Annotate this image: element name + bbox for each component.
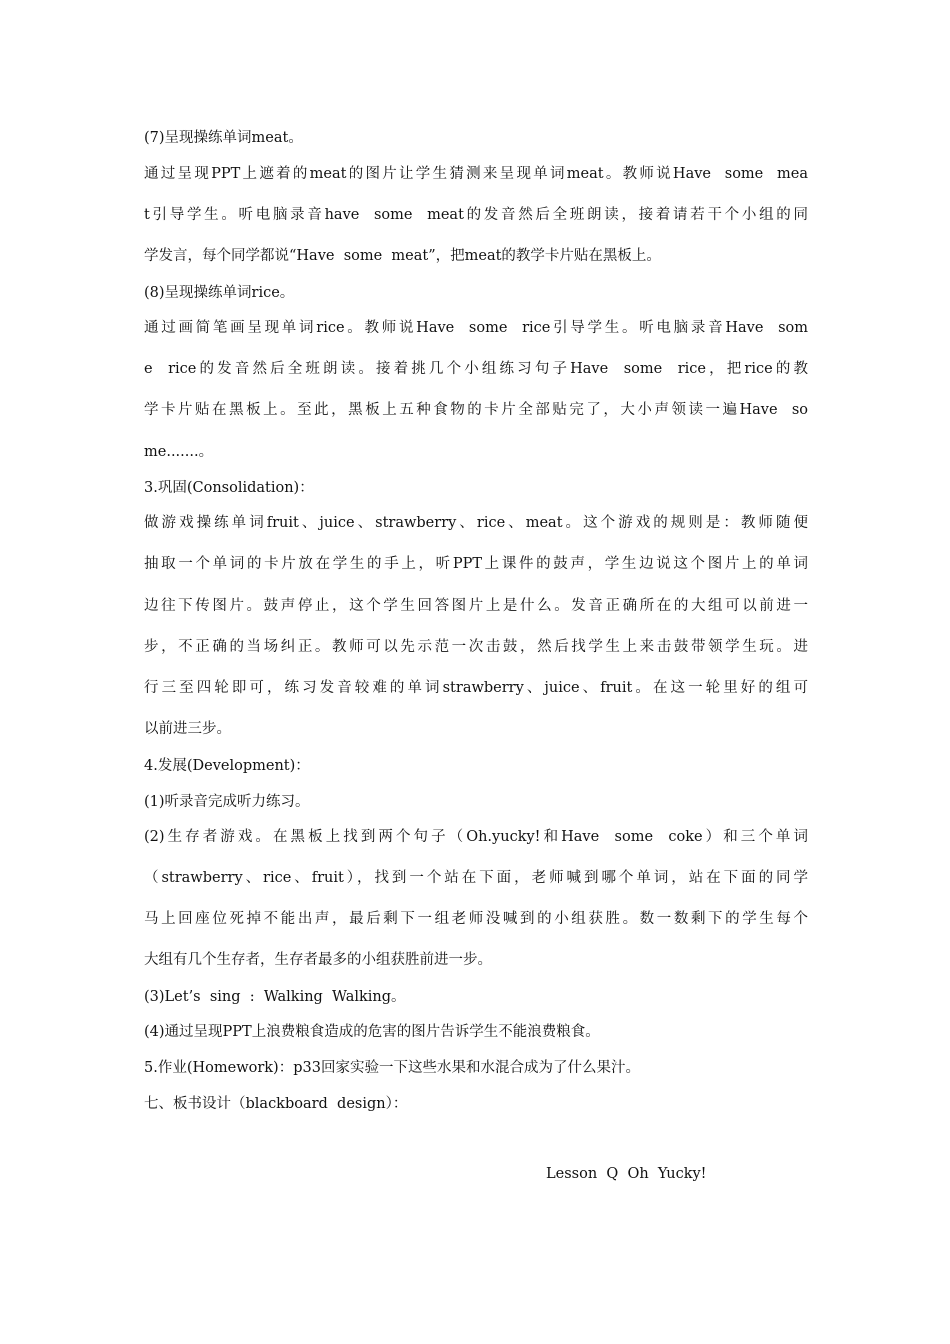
text-line: 通过呈现PPT上遮着的meat的图片让学生猜测来呈现单词meat。教师说Have some mea [144,166,808,182]
text-line: (3)Let’s sing : Walking Walking。 [144,989,406,1005]
text-line: 边往下传图片。鼓声停止，这个学生回答图片上是什么。发音正确所在的大组可以前进一 [144,598,808,614]
text-line: (1)听录音完成听力练习。 [144,794,310,810]
board-title: Lesson Q Oh Yucky! [546,1166,707,1182]
text-line: 通过画简笔画呈现单词rice。教师说Have some rice引导学生。听电脑录音Have som [144,320,808,336]
section-heading: 七、板书设计（blackboard design）： [144,1096,408,1112]
text-line: me.......。 [144,444,214,460]
text-line: 学发言，每个同学都说“Have some meat”，把meat的教学卡片贴在黑板上。 [144,248,661,264]
text-line: 步，不正确的当场纠正。教师可以先示范一次击鼓，然后找学生上来击鼓带领学生玩。进 [144,639,808,655]
text-line: 抽取一个单词的卡片放在学生的手上，听PPT上课件的鼓声，学生边说这个图片上的单词 [144,556,808,572]
text-line: e rice的发音然后全班朗读。接着挑几个小组练习句子Have some rice，把rice的教 [144,361,808,377]
text-line: (4)通过呈现PPT上浪费粮食造成的危害的图片告诉学生不能浪费粮食。 [144,1024,600,1040]
text-line: (2)生存者游戏。在黑板上找到两个句子（Oh.yucky!和Have some coke）和三个单词 [144,829,808,845]
text-line: 以前进三步。 [144,721,231,737]
section-heading: 4.发展(Development)： [144,758,310,774]
text-line: 大组有几个生存者，生存者最多的小组获胜前进一步。 [144,952,492,968]
text-line: t引导学生。听电脑录音have some meat的发音然后全班朗读，接着请若干个小组的同 [144,207,808,223]
text-line: 马上回座位死掉不能出声，最后剩下一组老师没喊到的小组获胜。数一数剩下的学生每个 [144,911,808,927]
text-line: (8)呈现操练单词rice。 [144,285,295,301]
section-heading: 3.巩固(Consolidation)： [144,480,314,496]
text-line: (7)呈现操练单词meat。 [144,130,303,146]
section-heading: 5.作业(Homework)：p33回家实验一下这些水果和水混合成为了什么果汁。 [144,1060,640,1076]
text-line: 做游戏操练单词fruit、juice、strawberry、rice、meat。这个游戏的规则是：教师随便 [144,515,808,531]
text-line: 行三至四轮即可，练习发音较难的单词strawberry、juice、fruit。在这一轮里好的组可 [144,680,808,696]
text-line: 学卡片贴在黑板上。至此，黑板上五种食物的卡片全部贴完了，大小声领读一遍Have so [144,402,808,418]
text-line: （strawberry、rice、fruit），找到一个站在下面，老师喊到哪个单词，站在下面的同学 [144,870,808,886]
